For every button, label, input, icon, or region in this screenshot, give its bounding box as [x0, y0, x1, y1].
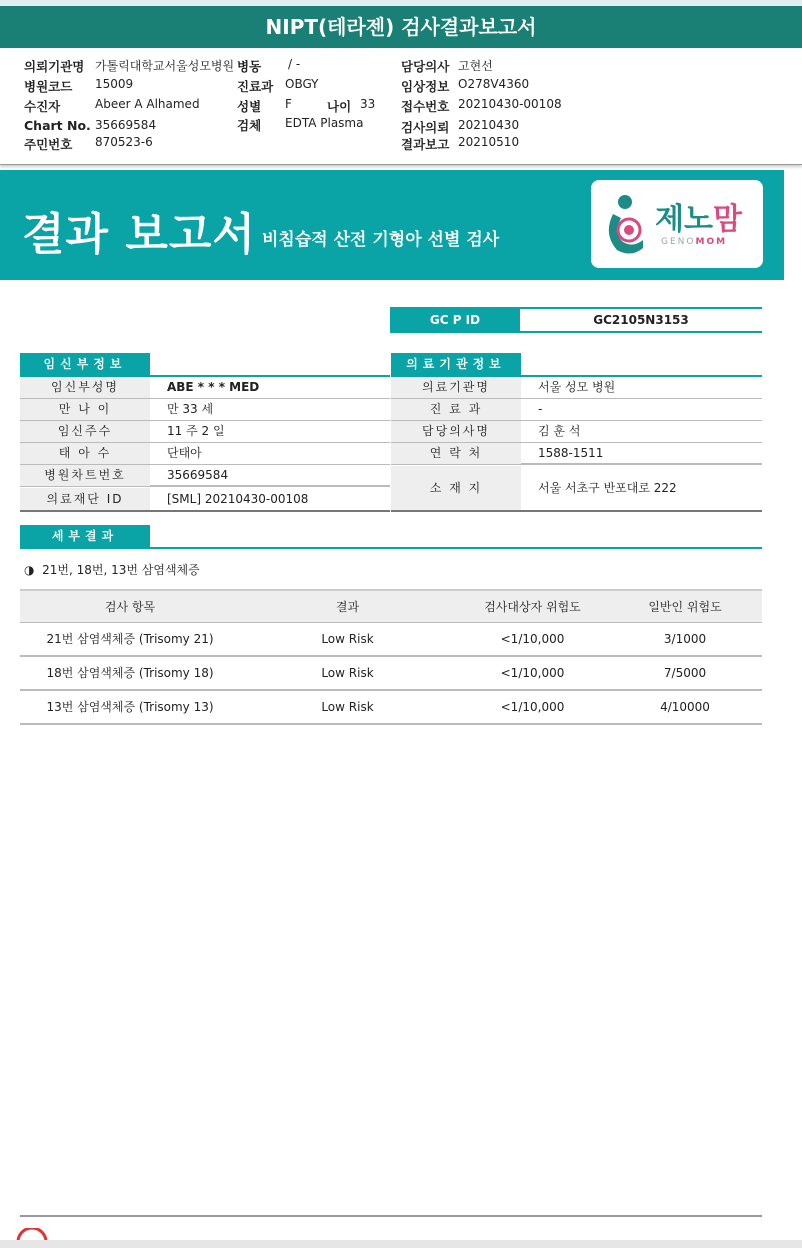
header-value: 15009 — [95, 77, 134, 91]
table-row — [391, 399, 762, 421]
table-row — [20, 488, 390, 512]
header-value: OBGY — [285, 77, 319, 91]
header-label: 검체 — [237, 118, 262, 133]
header-info — [0, 52, 802, 165]
test-item: 18번 삼염색체증 (Trisomy 18) — [46, 666, 214, 680]
table-row — [20, 657, 762, 691]
table-row — [20, 421, 390, 443]
row-label: 임신부성명 — [20, 377, 150, 398]
header-label: 수진자 — [24, 99, 61, 114]
header-value: Abeer A Alhamed — [95, 97, 200, 111]
header-value: 고현선 — [458, 59, 493, 73]
header-value: 20210510 — [458, 135, 520, 149]
row-value: 서울 성모 병원 — [538, 380, 616, 394]
row-value: 11 주 2 일 — [167, 424, 225, 438]
logo-text: 제노맘 — [655, 202, 742, 237]
header-label: 주민번호 — [24, 137, 73, 152]
report-title-bar — [0, 0, 802, 48]
row-value: 35669584 — [167, 468, 229, 482]
row-value: 만 33 세 — [167, 402, 214, 416]
header-label: 병원코드 — [24, 79, 73, 94]
divider — [20, 547, 762, 549]
row-value: 서울 서초구 반포대로 222 — [538, 481, 677, 495]
header-value: 33 — [360, 97, 376, 111]
row-label: 진 료 과 — [391, 399, 521, 420]
header-label: Chart No. — [24, 118, 91, 133]
result-banner — [0, 170, 784, 280]
header-label: 진료과 — [237, 79, 274, 94]
table-row — [20, 623, 762, 657]
gcpid-label: GC P ID — [390, 309, 520, 331]
row-label: 의료기관명 — [391, 377, 521, 398]
table-row — [20, 443, 390, 465]
general-risk: 3/1000 — [663, 632, 707, 646]
table-row — [20, 377, 390, 399]
header-value: 35669584 — [95, 118, 157, 132]
row-value: 1588-1511 — [538, 446, 604, 460]
general-risk: 7/5000 — [663, 666, 707, 680]
header-label: 임상정보 — [401, 79, 450, 94]
header-label: 접수번호 — [401, 99, 450, 114]
general-risk: 4/10000 — [660, 700, 710, 714]
gcpid-value: GC2105N3153 — [593, 313, 689, 327]
gcpid-row — [390, 307, 762, 333]
table-row — [20, 399, 390, 421]
details-heading: 세부결과 — [20, 525, 150, 547]
footer-bar — [0, 1240, 802, 1248]
genomom-logo — [591, 180, 763, 268]
banner-subtitle: 비침습적 산전 기형아 선별 검사 — [262, 230, 500, 250]
details-subtitle: 21번, 18번, 13번 삼염색체증 — [42, 563, 200, 577]
table-row — [391, 421, 762, 443]
header-label: 병동 — [237, 59, 262, 74]
column-header: 일반인 위험도 — [648, 600, 722, 614]
test-result: Low Risk — [321, 700, 374, 714]
header-value: O278V4360 — [458, 77, 530, 91]
results-table-header — [20, 589, 762, 623]
header-value: EDTA Plasma — [285, 116, 364, 130]
subject-risk: <1/10,000 — [500, 666, 565, 680]
header-value: 20210430 — [458, 118, 520, 132]
details-subtitle-line — [24, 561, 200, 578]
row-label: 임신주수 — [20, 421, 150, 442]
header-label: 검사의뢰 — [401, 120, 450, 135]
test-item: 21번 삼염색체증 (Trisomy 21) — [46, 632, 214, 646]
logo-subtext: GENOMOM — [661, 237, 728, 247]
row-value: 김 훈 석 — [538, 424, 581, 438]
row-label: 만 나 이 — [20, 399, 150, 420]
footer-divider — [20, 1215, 762, 1217]
table-row — [20, 465, 390, 487]
header-value: / - — [288, 57, 301, 71]
row-label: 의료재단 ID — [20, 488, 150, 510]
pregnant-info-heading: 임신부정보 — [20, 353, 150, 375]
half-circle-icon: ◑ — [24, 563, 35, 577]
header-label: 담당의사 — [401, 59, 450, 74]
test-result: Low Risk — [321, 666, 374, 680]
subject-risk: <1/10,000 — [500, 700, 565, 714]
header-label: 성별 — [237, 99, 262, 114]
header-label: 결과보고 — [401, 137, 450, 152]
header-value: 20210430-00108 — [458, 97, 562, 111]
table-row — [391, 443, 762, 465]
subject-risk: <1/10,000 — [500, 632, 565, 646]
header-label: 나이 — [327, 99, 352, 114]
row-label: 담당의사명 — [391, 421, 521, 442]
banner-title: 결과 보고서 — [22, 209, 256, 260]
column-header: 검사대상자 위험도 — [484, 600, 581, 614]
table-row — [20, 691, 762, 725]
row-value: 단태아 — [167, 446, 202, 460]
row-label: 소 재 지 — [391, 466, 521, 510]
report-title: NIPT(테라젠) 검사결과보고서 — [265, 15, 537, 39]
institution-info-heading: 의료기관정보 — [391, 353, 521, 375]
table-row — [391, 377, 762, 399]
test-item: 13번 삼염색체증 (Trisomy 13) — [46, 700, 214, 714]
header-value: 가톨릭대학교서울성모병원 — [95, 59, 235, 73]
test-result: Low Risk — [321, 632, 374, 646]
mother-baby-icon — [599, 190, 659, 260]
header-label: 의뢰기관명 — [24, 59, 85, 74]
header-value: F — [285, 97, 292, 111]
row-label: 연 락 처 — [391, 443, 521, 464]
header-value: 870523-6 — [95, 135, 153, 149]
row-value: ABE * * * MED — [167, 380, 260, 394]
row-label: 태 아 수 — [20, 443, 150, 464]
row-label: 병원차트번호 — [20, 465, 150, 486]
row-value: [SML] 20210430-00108 — [167, 492, 309, 506]
column-header: 결과 — [335, 600, 360, 614]
row-value: - — [538, 402, 543, 416]
table-row — [391, 466, 762, 512]
column-header: 검사 항목 — [104, 600, 156, 614]
